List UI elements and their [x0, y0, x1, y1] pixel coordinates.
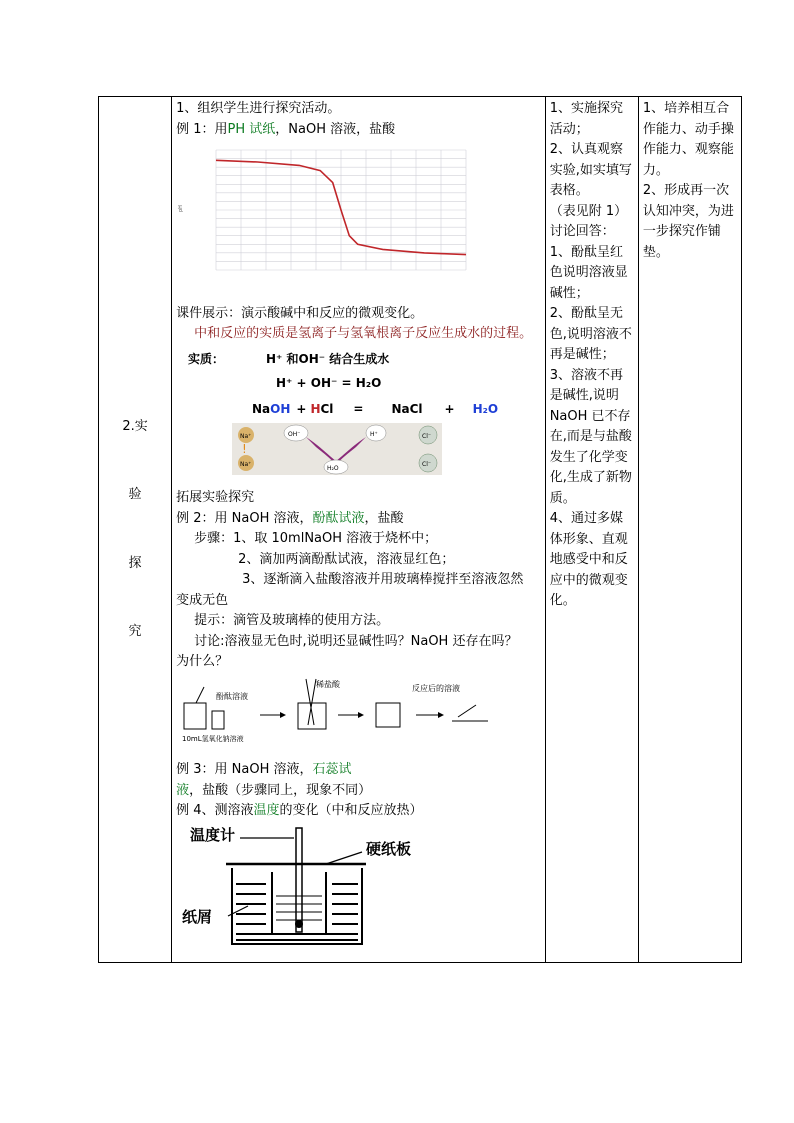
temperature-text: 温度 — [253, 803, 280, 818]
phenolphthalein-text: 酚酞试液 — [312, 510, 365, 526]
discussion-line: 讨论:溶液显无色时,说明还显碱性吗？NaOH 还存在吗？ — [194, 633, 518, 649]
svg-text:反应后的溶液: 反应后的溶液 — [412, 683, 461, 693]
tip-line: 提示：滴管及玻璃棒的使用方法。 — [194, 613, 390, 628]
student-line: 3、溶液不再是碱性,说明 NaOH 已不存在,而是与盐酸发生了化学变化,生成了新物质。 — [549, 367, 632, 506]
svg-text:Cl⁻: Cl⁻ — [422, 432, 432, 440]
thermometer-icon — [296, 828, 302, 932]
step-1: 步骤：1、取 10mlNaOH 溶液于烧杯中； — [194, 531, 438, 546]
stage-label: 2.实 — [122, 418, 148, 434]
arrow-icon — [438, 712, 444, 718]
student-line: （表见附 1） — [549, 203, 628, 219]
svg-text:pH: pH — [178, 205, 185, 212]
discussion-line-2: 为什么？ — [176, 654, 229, 669]
extend-heading: 拓展实验探究 — [176, 490, 255, 505]
experiment-steps-figure — [176, 675, 541, 753]
student-line: 1、酚酞呈红色说明溶液显碱性； — [549, 244, 628, 301]
teacher-activity-cell — [172, 97, 546, 963]
arrow-icon — [358, 712, 364, 718]
lesson-table — [98, 96, 742, 963]
student-line: 2、酚酞呈无色,说明溶液不再是碱性； — [549, 306, 632, 362]
student-line: 2、认真观察实验,如实填写表格。 — [549, 142, 632, 198]
essence-equation-1: H⁺ + OH⁻ = H₂O — [276, 375, 382, 390]
example-4: 例 4、测溶液温度的变化（中和反应放热） — [176, 803, 423, 818]
ph-paper-text: PH 试纸 — [227, 121, 276, 137]
svg-text:纸屑: 纸屑 — [182, 907, 213, 926]
stage-cell — [99, 97, 172, 963]
svg-text:Cl⁻: Cl⁻ — [422, 460, 432, 468]
stage-char-2: 探 — [128, 555, 142, 571]
step-3-cont: 变成无色 — [176, 592, 229, 608]
student-line: 4、通过多媒体形象、直观地感受中和反应中的微观变化。 — [549, 511, 628, 608]
stage-char-3: 究 — [128, 624, 142, 639]
dropper-bottle-icon — [212, 711, 224, 729]
neutralization-essence: 中和反应的实质是氢离子与氢氧根离子反应生成水的过程。 — [194, 326, 533, 341]
svg-text:稀盐酸: 稀盐酸 — [316, 679, 341, 689]
student-activity-cell — [545, 97, 638, 963]
step-3: 3、逐渐滴入盐酸溶液并用玻璃棒搅拌至溶液忽然 — [242, 572, 524, 587]
svg-text:H⁺: H⁺ — [370, 430, 378, 438]
teacher-line-1: 1、组织学生进行探究活动。 — [176, 101, 341, 116]
courseware-line: 课件展示：演示酸碱中和反应的微观变化。 — [176, 305, 424, 321]
example-2: 例 2：用 NaOH 溶液，酚酞试液，盐酸 — [176, 510, 404, 526]
svg-text:Na⁺: Na⁺ — [240, 460, 252, 468]
example-1: 例 1：用PH 试纸，NaOH 溶液，盐酸 — [176, 121, 396, 137]
svg-text:硬纸板: 硬纸板 — [366, 839, 412, 858]
goal-line: 2、形成再一次认知冲突，为进一步探究作铺垫。 — [642, 183, 734, 260]
svg-text:NaOH+HCl=NaCl+H₂O: NaOH + HCl = NaCl + H₂O — [252, 401, 499, 416]
svg-text:Na⁺: Na⁺ — [240, 432, 252, 440]
svg-text:H₂O: H₂O — [327, 464, 339, 472]
beaker-icon — [184, 703, 206, 729]
thermometer-figure — [176, 824, 541, 957]
essence-title-text: H⁺ 和OH⁻ 结合生成水 — [266, 351, 390, 366]
student-line: 讨论回答： — [549, 224, 615, 239]
litmus-text: 石蕊试液 — [176, 762, 352, 798]
goal-line: 1、培养相互合作能力、动手操作能力、观察能力。 — [642, 101, 734, 178]
svg-text:OH⁻: OH⁻ — [288, 430, 301, 438]
beaker-icon — [376, 703, 400, 727]
svg-text:10mL氢氧化钠溶液: 10mL氢氧化钠溶液 — [182, 734, 244, 743]
arrow-icon — [280, 712, 286, 718]
svg-text:温度计: 温度计 — [190, 825, 236, 844]
example-3: 例 3：用 NaOH 溶液，石蕊试液，盐酸（步骤同上，现象不同） — [176, 762, 372, 798]
step-2: 2、滴加两滴酚酞试液，溶液显红色； — [238, 551, 455, 567]
ph-titration-chart — [176, 142, 541, 300]
svg-text:酚酞溶液: 酚酞溶液 — [216, 691, 249, 701]
student-line: 1、实施探究活动； — [549, 101, 623, 137]
essence-title-label: 实质： — [188, 351, 225, 366]
stage-char-1: 验 — [128, 487, 142, 502]
svg-text:!: ! — [242, 441, 247, 456]
design-intent-cell — [638, 97, 741, 963]
essence-figure — [176, 347, 541, 485]
